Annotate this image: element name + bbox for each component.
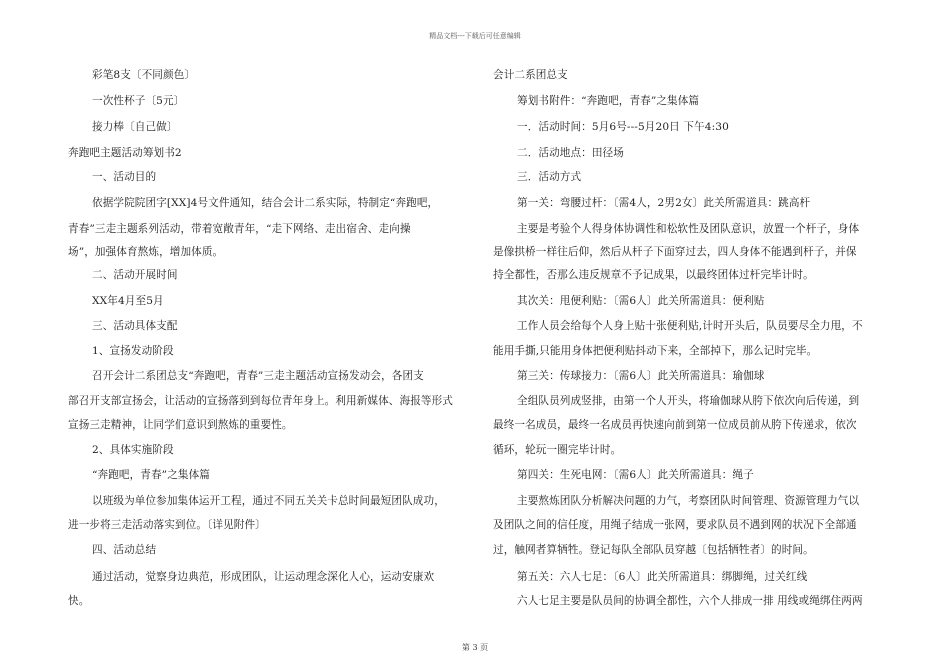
page-number: 第 3 页 [461,643,489,652]
heading: 1、宣扬发动阶段 [92,345,174,357]
text-line: 场”，加强体育熬炼，增加体质。 [68,246,224,258]
heading: 一．活动时间：5月6号---5月20日 下午4:30 [517,121,729,133]
text-line: 部召开支部宣扬会，让活动的宣扬落到到每位青年身上。利用新媒体、海报等形式 [68,395,453,407]
text-line: 宣扬三走精神，让同学们意识到熬炼的重要性。 [68,419,293,431]
text-line: 循环，轮玩一圈完毕计时。 [493,444,622,456]
page-header: 精品文档---下载后可任意编辑 [429,32,521,40]
text-line: 第五关：六人七足：〔6人〕此关所需道具：绑脚绳，过关红线 [517,571,808,583]
text-line: 召开会计二系团总支“奔跑吧，青春”三走主题活动宣扬发动会，各团支 [92,370,424,382]
heading: 二、活动开展时间 [92,269,178,281]
text-line: XX年4月至5月 [92,295,164,307]
text-line: 六人七足主要是队员间的协调全都性，六个人排成一排 用线或绳绑住两两 [517,595,863,607]
text-line: 第三关：传球接力：〔需6人〕此关所需道具：瑜伽球 [517,370,765,382]
heading: 三、活动具体支配 [92,320,178,332]
text-line: 过，触网者算牺牲。登记每队全部队员穿越〔包括牺牲者〕的时间。 [493,544,814,556]
heading: 二．活动地点：田径场 [517,147,624,159]
text-line: 快。 [68,595,90,607]
heading: 四、活动总结 [92,544,157,556]
text-line: 接力棒〔自己做〕 [92,121,178,133]
text-line: 全组队员列成竖排，由第一个人开头，将瑜伽球从胯下依次向后传递，到 [517,395,860,407]
text-line: 第四关：生死电网：〔需6人〕此关所需道具：绳子 [517,469,754,481]
text-line: 进一步将三走活动落实到位。〔详见附件〕 [68,519,266,531]
text-line: 持全都性，否那么违反规章不予记成果，以最终团体过杆完毕计时。 [493,269,814,281]
text-line: 能用手撕,只能用身体把便利贴抖动下来，全部掉下，那么记时完毕。 [493,345,818,357]
text-line: 通过活动，觉察身边典范，形成团队，让运动理念深化人心，运动安康欢 [92,571,435,583]
text-line: 第一关：弯腰过杆：〔需4人，2男2女〕此关所需道具：跳高杆 [517,197,811,209]
section-title: 奔跑吧主题活动筹划书2 [68,147,182,159]
heading: 三．活动方式 [517,171,582,183]
heading: 一、活动目的 [92,171,157,183]
text-line: 筹划书附件：“奔跑吧，青春”之集体篇 [517,95,700,107]
text-line: 以班级为单位参加集体运开工程，通过不同五关关卡总时间最短团队成功， [92,495,445,507]
text-line: 主要熬炼团队分析解决问题的力气，考察团队时间管理、资源管理力气以 [517,495,860,507]
text-line: 工作人员会给每个人身上贴十张便利贴,计时开头后，队员要尽全力甩，不 [517,320,863,332]
text-line: 彩笔8支〔不同颜色〕 [92,69,196,81]
text-line: 依据学院院团字[XX]4号文件通知，结合会计二系实际，特制定“奔跑吧， [92,197,439,209]
text-line: 最终一名成员，最终一名成员再快速向前到第一位成员前从胯下传递求，依次 [493,419,857,431]
text-line: 是像拱桥一样往后仰，然后从杆子下面穿过去，四人身体不能遇到杆子，并保 [493,246,857,258]
heading: “奔跑吧，青春”之集体篇 [92,469,210,481]
text-line: 及团队之间的信任度，用绳子结成一张网，要求队员不遇到网的状况下全部通 [493,519,857,531]
heading: 2、具体实施阶段 [92,444,174,456]
text-line: 会计二系团总支 [493,69,568,81]
text-line: 一次性杯子〔5元〕 [92,95,185,107]
text-line: 主要是考验个人得身体协调性和松软性及团队意识，放置一个杆子，身体 [517,223,860,235]
text-line: 其次关：甩便利贴：〔需6人〕此关所需道具：便利贴 [517,295,765,307]
text-line: 青春”三走主题系列活动，带着宽敞青年，“走下网络、走出宿舍、走向操 [68,223,411,235]
